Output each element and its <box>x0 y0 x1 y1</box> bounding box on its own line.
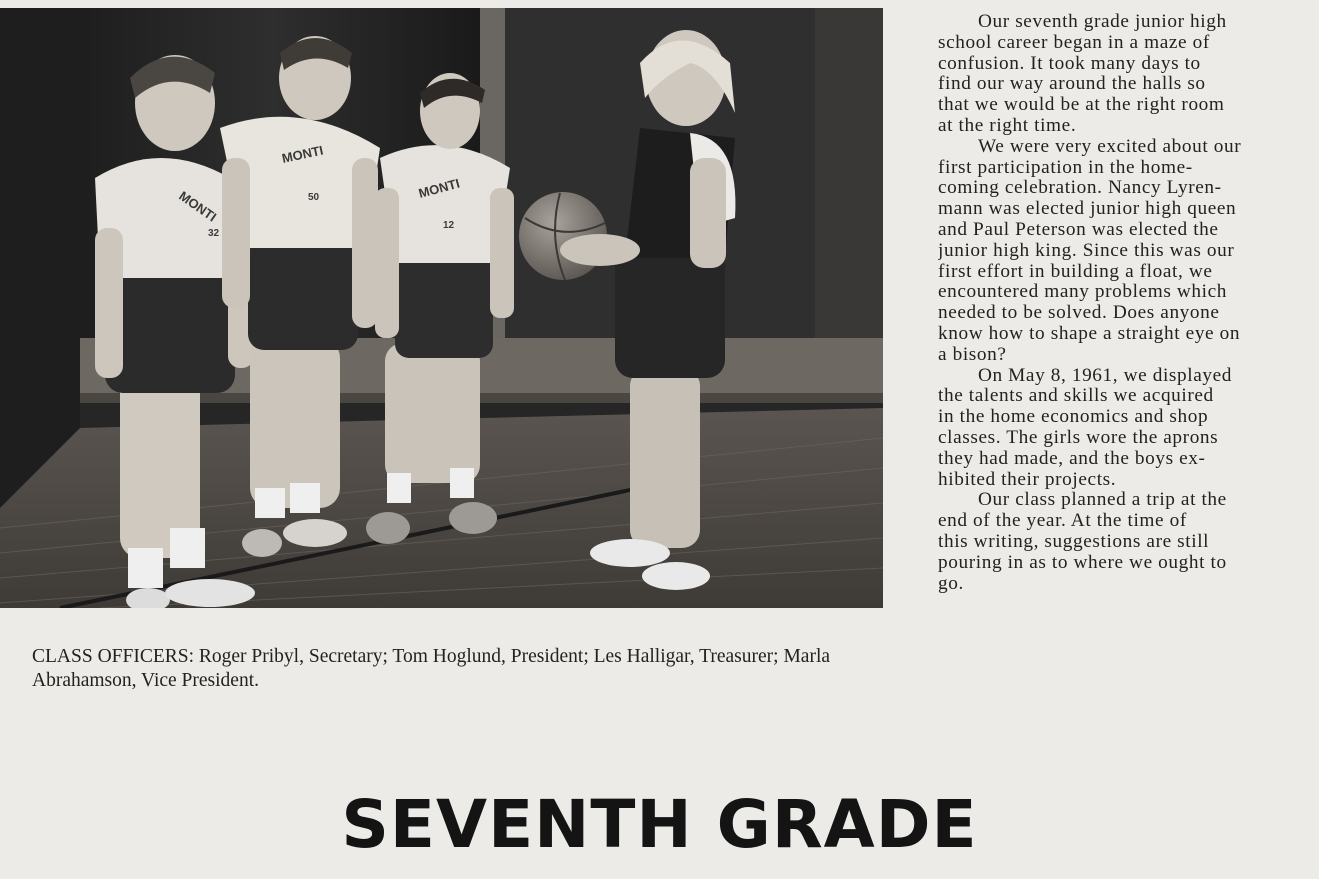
story-line: On May 8, 1961, we displayed <box>978 364 1233 386</box>
story-line: hibited their projects. <box>938 468 1117 490</box>
story-line: needed to be solved. Does anyone <box>938 302 1220 324</box>
shirt-number-2: 50 <box>308 192 320 203</box>
class-officers-photo <box>0 8 883 608</box>
story-line: a bison? <box>938 343 1007 365</box>
story-line: school career began in a maze of <box>938 31 1210 53</box>
story-line: junior high king. Since this was our <box>938 239 1235 261</box>
story-line: Our class planned a trip at the <box>978 489 1227 511</box>
story-line: go. <box>938 572 964 594</box>
story-line: and Paul Peterson was elected the <box>938 218 1219 240</box>
shirt-text-2: MONTI <box>280 142 325 166</box>
story-line: at the right time. <box>938 114 1077 136</box>
story-line: know how to shape a straight eye on <box>938 322 1241 344</box>
story-line: this writing, suggestions are still <box>938 530 1210 552</box>
story-line: confusion. It took many days to <box>938 52 1201 74</box>
shirt-number-1: 32 <box>208 228 220 239</box>
photo-illustration <box>0 8 883 608</box>
story-line: in the home economics and shop <box>938 406 1209 428</box>
page-heading: SEVENTH GRADE <box>341 786 978 863</box>
story-line: encountered many problems which <box>938 281 1227 303</box>
story-line: find our way around the halls so <box>938 73 1206 95</box>
story-line: they had made, and the boys ex- <box>938 447 1206 469</box>
story-column <box>938 12 1319 752</box>
story-line: that we would be at the right room <box>938 94 1225 116</box>
story-line: coming celebration. Nancy Lyren- <box>938 177 1222 199</box>
story-line: the talents and skills we acquired <box>938 385 1214 407</box>
story-line: Our seventh grade junior high <box>978 12 1227 32</box>
story-line: mann was elected junior high queen <box>938 198 1237 220</box>
shirt-text-1: MONTI <box>176 188 220 225</box>
photo-caption: CLASS OFFICERS: Roger Pribyl, Secretary; Tom Hoglund, President; Les Halligar, Treasurer; Marla Abrahamson, Vice President. <box>32 646 831 691</box>
story-line: We were very excited about our <box>978 135 1242 157</box>
story-line: classes. The girls wore the aprons <box>938 426 1219 448</box>
story-line: pouring in as to where we ought to <box>938 551 1227 573</box>
shirt-number-3: 12 <box>443 220 455 231</box>
shirt-text-3: MONTI <box>416 175 462 201</box>
story-line: first participation in the home- <box>938 156 1193 178</box>
story-line: end of the year. At the time of <box>938 510 1187 532</box>
story-line: first effort in building a float, we <box>938 260 1213 282</box>
